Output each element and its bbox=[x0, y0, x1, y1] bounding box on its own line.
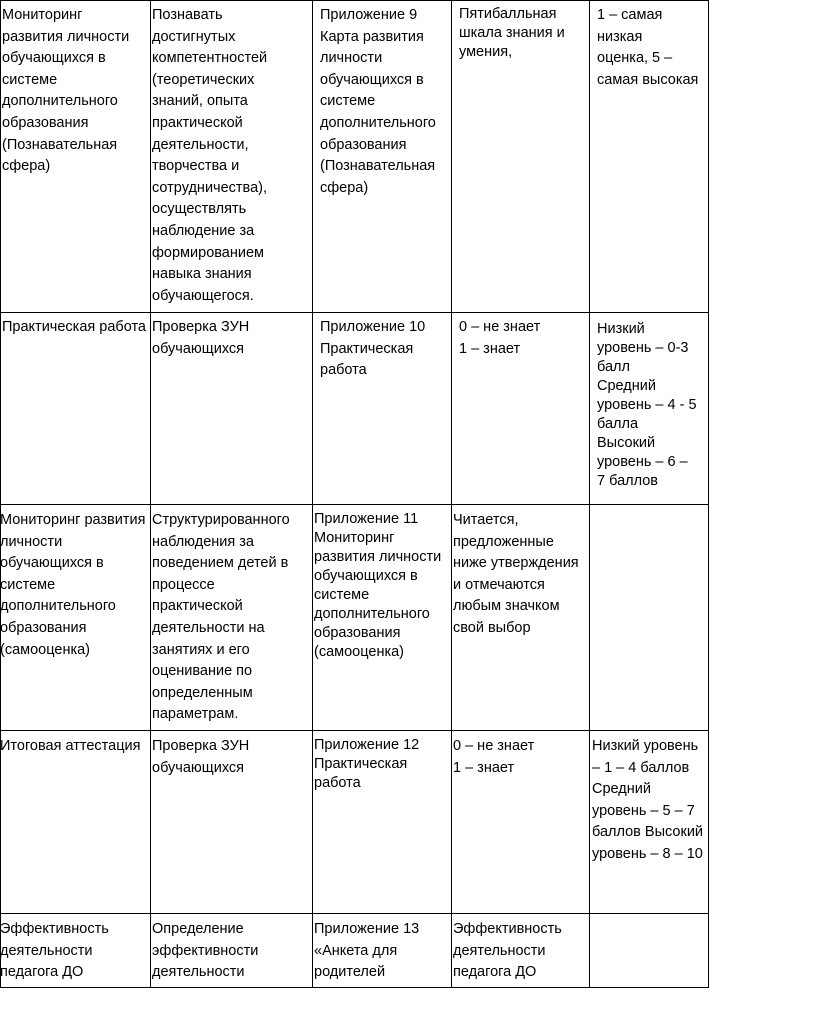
table-border-right bbox=[708, 0, 709, 988]
table-cell bbox=[592, 510, 707, 728]
table-cell: 0 – не знает 1 – знает bbox=[459, 319, 541, 357]
table-cell: Приложение 11 Мониторинг развития личности обучающихся в системе дополнительного образования (самооценка) bbox=[314, 511, 442, 660]
row-divider bbox=[0, 504, 709, 505]
table-cell: Практическая работа bbox=[2, 319, 146, 335]
column-divider bbox=[589, 0, 590, 988]
row-divider bbox=[0, 730, 709, 731]
table-cell: Структурированного наблюдения за поведением детей в процессе практической деятельности на занятиях и его оценивание по определенным параметрам. bbox=[152, 512, 290, 723]
table-cell: Читается, предложенные ниже утверждения и отмечаются любым значком свой выбор bbox=[453, 512, 579, 636]
table-cell: Проверка ЗУН обучающихся bbox=[152, 738, 250, 776]
row-divider bbox=[0, 312, 709, 313]
table-cell: Эффективность деятельности педагога ДО bbox=[0, 921, 109, 981]
table-cell: Определение эффективности деятельности bbox=[152, 921, 259, 981]
table-cell: Эффективность деятельности педагога ДО bbox=[453, 921, 562, 981]
table-cell: Приложение 12 Практическая работа bbox=[314, 737, 420, 791]
table-cell: Приложение 10 Практическая работа bbox=[320, 319, 426, 379]
column-divider bbox=[312, 0, 313, 988]
table-cell: Проверка ЗУН обучающихся bbox=[152, 319, 250, 357]
column-divider bbox=[451, 0, 452, 988]
table-cell: Мониторинг развития личности обучающихся в системе дополнительного образования (самооценка) bbox=[0, 512, 146, 658]
row-divider bbox=[0, 913, 709, 914]
table-cell: Познавать достигнутых компетентностей (теоретических знаний, опыта практической деятельности, творчества и сотрудничества), осуществлять наблюдение за формированием навыка знания обучающегося. bbox=[152, 7, 268, 304]
table-cell: Итоговая аттестация bbox=[0, 738, 141, 754]
table-border-bottom bbox=[0, 987, 709, 988]
table-cell: Приложение 13 «Анкета для родителей bbox=[314, 921, 420, 981]
table-cell bbox=[592, 919, 707, 986]
table-cell: Низкий уровень – 1 – 4 баллов Средний уровень – 5 – 7 баллов Высокий уровень – 8 – 10 bbox=[592, 738, 704, 862]
table-cell: Низкий уровень – 0-3 балл Средний уровень – 4 - 5 балла Высокий уровень – 6 – 7 баллов bbox=[597, 321, 697, 489]
table-cell: 0 – не знает 1 – знает bbox=[453, 738, 535, 776]
table-cell: Мониторинг развития личности обучающихся в системе дополнительного образования (Познавательная сфера) bbox=[2, 7, 130, 175]
table-border-top bbox=[0, 0, 709, 1]
column-divider bbox=[150, 0, 151, 988]
table-cell: Пятибалльная шкала знания и умения, bbox=[459, 6, 565, 60]
table-cell: 1 – самая низкая оценка, 5 – самая высокая bbox=[597, 7, 699, 88]
table-cell: Приложение 9 Карта развития личности обучающихся в системе дополнительного образования (Познавательная сфера) bbox=[320, 7, 436, 196]
